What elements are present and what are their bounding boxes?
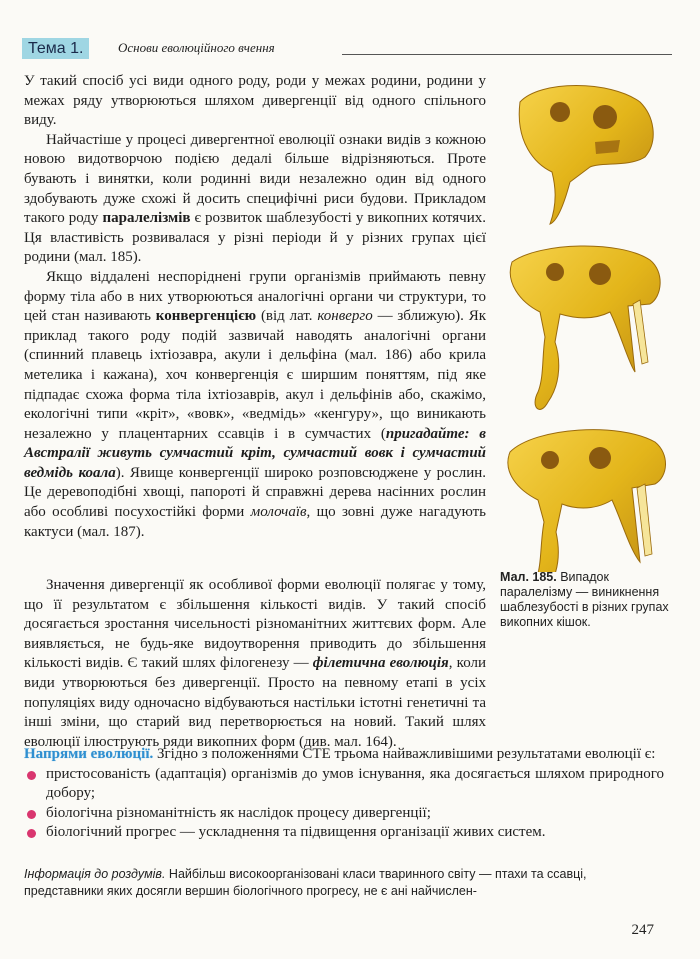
paragraph-4-top bbox=[24, 576, 486, 752]
paragraph-1: У такий спосіб усі види одного роду, роди у межах родини, родини у межах ряду утворюються шляхом дивергенції від одного спільного виду. bbox=[24, 73, 486, 129]
section-heading-directions: Напрями еволюції. bbox=[24, 746, 154, 762]
paragraph-3: Якщо віддалені неспоріднені групи організмів приймають певну форму тіла або в них утворюються аналогічні органи чи структури, то цей стан називають конвергенцією (від лат. конверго — зближую). Як приклад такого роду подій зазвичай наводять аналогічні органи (спинний плавець іхтіозавра, акули і дельфіна (мал. 186) або крила метелика і кажана), хоч конвергенція є ширшим поняттям, під яке підпадає схожа форма тіла іхтіозаврів, акул і дельфінів або, скажімо, екологічні типи «кріт», «вовк», «ведмідь» «кенгуру», що виникають незалежно у плацентарних ссавців і в сумчастих (пригадайте: в Австралії живуть сумчастий кріт, сумчастий вовк і сумчастий ведмідь коала). Явище конвергенції широко розповсюджене у рослин. Це деревоподібні хвощі, папороті й справжні дерева насінних рослин або особливі посухостійкі форми молочаїв, що зовні дуже нагадують кактуси (мал. 187). bbox=[24, 268, 486, 540]
list-item: біологічний прогрес — ускладнення та підвищення організації живих систем. bbox=[24, 823, 664, 843]
remember-note: пригадайте: в Австралії живуть сумчастий кріт, сумчастий вовк і сумчастий ведмідь коала bbox=[24, 425, 486, 481]
chapter-title: Основи еволюційного вчення bbox=[118, 40, 275, 55]
main-text-column bbox=[24, 72, 486, 542]
bullet-icon bbox=[27, 829, 36, 838]
directions-intro: Напрями еволюції. Згідно з положеннями СТЕ трьома найважливішими результатами еволюції є: bbox=[24, 746, 656, 762]
term-parallelism: паралелізмів bbox=[102, 210, 191, 227]
header-rule bbox=[342, 54, 672, 55]
list-item: пристосованість (адаптація) організмів до умов існування, яка досягається шляхом природного добору; bbox=[24, 765, 664, 804]
term-convergence: конвергенцією bbox=[155, 308, 257, 325]
figure-caption bbox=[500, 570, 672, 630]
directions-section bbox=[24, 745, 664, 843]
info-note bbox=[24, 866, 666, 900]
figure-185-skulls bbox=[500, 72, 680, 572]
list-item: біологічна різноманітність як наслідок процесу дивергенції; bbox=[24, 804, 664, 824]
directions-list bbox=[24, 765, 664, 843]
bullet-icon bbox=[27, 810, 36, 819]
latin-word: конверго bbox=[317, 308, 373, 325]
info-lead: Інформація до роздумів. bbox=[24, 867, 166, 881]
bullet-icon bbox=[27, 771, 36, 780]
paragraph-2: Найчастіше у процесі дивергентної еволюції ознаки видів з кожною новою видотворчою подією дедалі більше відрізняються. Проте бувають і винятки, коли родинні види незалежно один від одного здобувають дуже схожі й досить специфічні риси будови. Прикладом такого роду паралелізмів є розвиток шаблезубості у викопних котячих. Ця властивість розвивалася у різні періоди й у різних групах цієї родини (мал. 185). bbox=[24, 131, 486, 266]
info-body: Найбільш високоорганізовані класи тваринного світу — птахи та ссавці, представники яких досягли вершин біологічного прогресу, не є ані найчислен- bbox=[24, 867, 587, 898]
figure-caption-text: Випадок паралелізму — виникнення шаблезубості в різних групах викопних кішок. bbox=[500, 570, 669, 629]
sabertooth-skulls-illustration bbox=[500, 72, 680, 572]
skull-3 bbox=[508, 430, 666, 572]
figure-label: Мал. 185. bbox=[500, 570, 557, 584]
skull-2 bbox=[510, 246, 660, 409]
page-header bbox=[22, 38, 672, 60]
milkweed-word: молочаїв bbox=[250, 504, 307, 521]
theme-badge: Тема 1. bbox=[22, 38, 89, 59]
page-number: 247 bbox=[631, 922, 654, 938]
term-phyletic-evolution: філетична еволюція bbox=[312, 655, 449, 672]
skull-1 bbox=[519, 86, 653, 225]
paragraph-4: Значення дивергенції як особливої форми еволюції полягає у тому, що її результатом є збільшення кількості видів. У такий спосіб досягається зростання чисельності різноманітних життєвих форм. Але виявляється, не будь-яке видоутворення приводить до збільшення кількості видів. Є такий шлях філогенезу — філетична еволюція, коли види утворюються без дивергенції. Просто на певному етапі в усіх популяціях виду одночасно відбуваються настільки істотні генетичні та інші зміни, що старий вид перетворюється на новий. Такий шлях еволюції ілюструють ряди викопних форм (див. мал. 164). bbox=[24, 577, 487, 750]
